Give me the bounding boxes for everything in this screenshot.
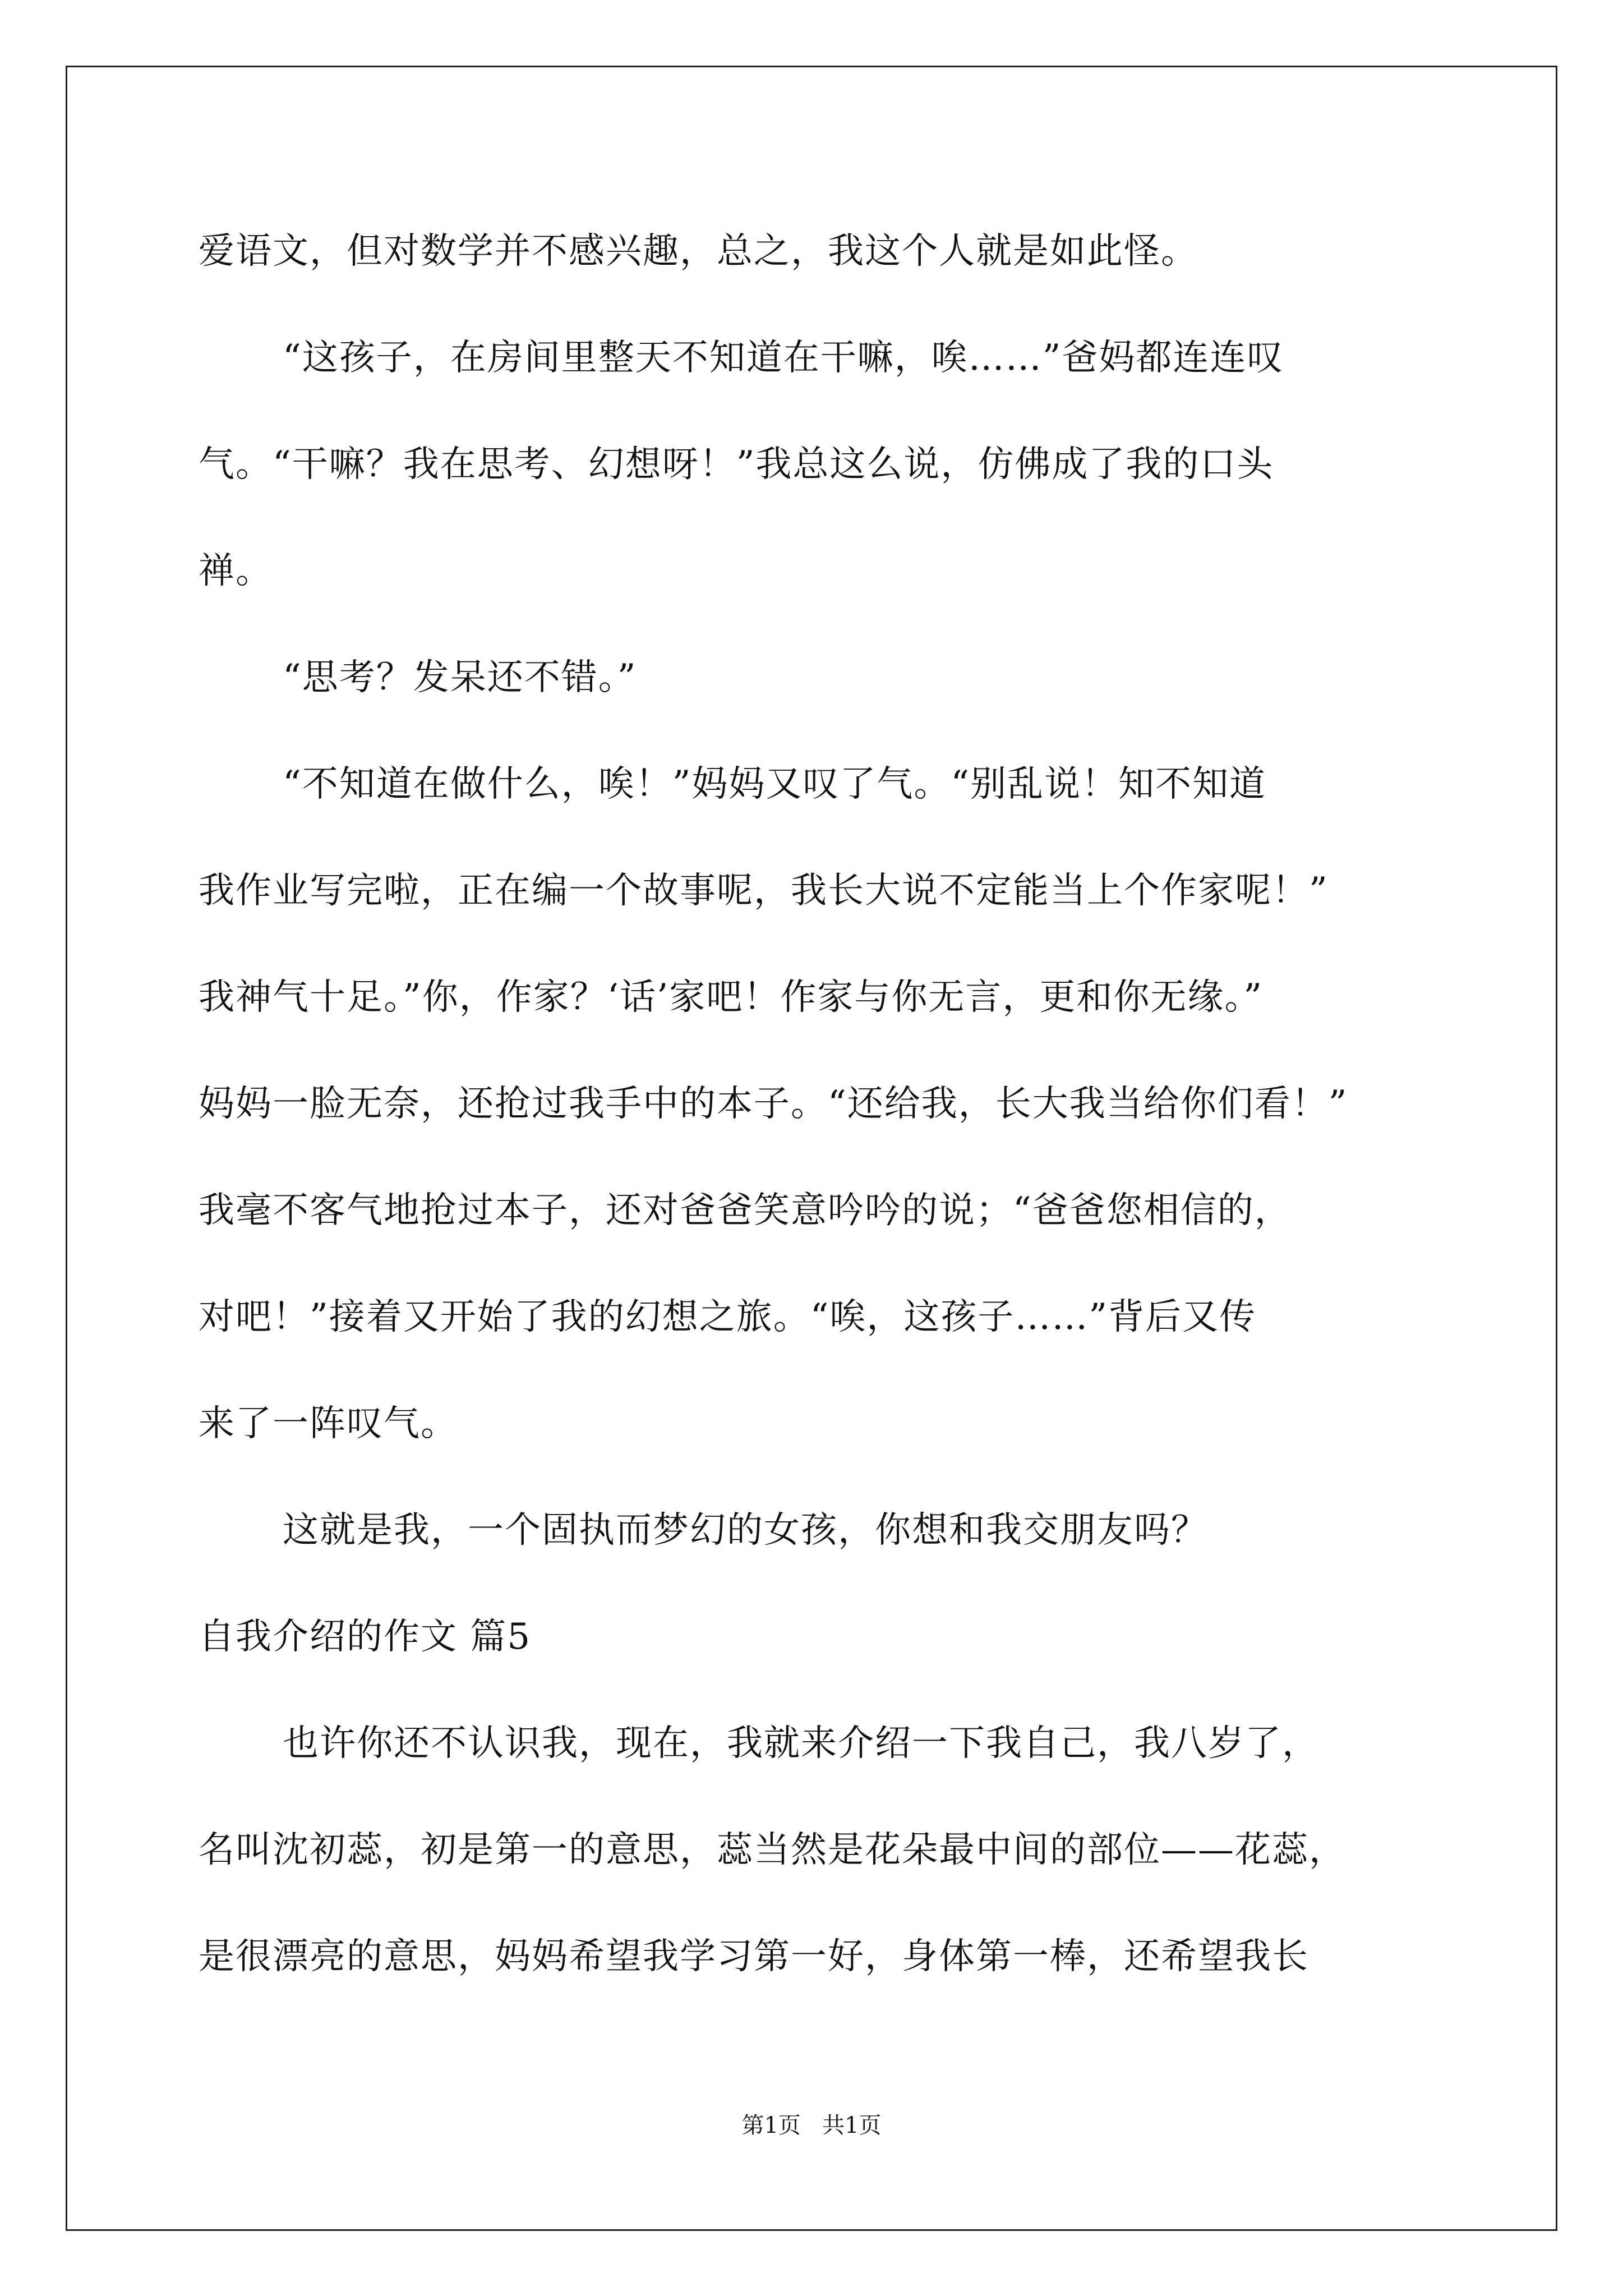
paragraph-line: 也许你还不认识我，现在，我就来介绍一下我自己，我八岁了， (283, 1723, 1319, 1764)
paragraph-line: 来了一阵叹气。 (199, 1403, 458, 1444)
paragraph-line: 这就是我，一个固执而梦幻的女孩，你想和我交朋友吗？ (283, 1510, 1208, 1551)
page-number-footer: 第1页 共1页 (741, 2113, 882, 2138)
paragraph-line: “不知道在做什么，唉！”妈妈又叹了气。“别乱说！知不知道 (283, 763, 1267, 805)
paragraph-line: 名叫沈初蕊，初是第一的意思，蕊当然是花朵最中间的部位——花蕊， (199, 1829, 1346, 1871)
section-heading: 自我介绍的作文 篇5 (199, 1616, 532, 1658)
paragraph-line: “思考？发呆还不错。” (283, 657, 637, 698)
paragraph-line: 是很漂亮的意思，妈妈希望我学习第一好，身体第一棒，还希望我长 (199, 1936, 1309, 1977)
paragraph-line: 气。“干嘛？我在思考、幻想呀！”我总这么说，仿佛成了我的口头 (199, 444, 1274, 485)
paragraph-line: 对吧！”接着又开始了我的幻想之旅。“唉，这孩子……”背后又传 (199, 1296, 1257, 1338)
paragraph-line: 妈妈一脸无奈，还抢过我手中的本子。“还给我，长大我当给你们看！” (199, 1083, 1348, 1125)
paragraph-line: 我作业写完啦，正在编一个故事呢，我长大说不定能当上个作家呢！” (199, 870, 1329, 912)
page-border (66, 66, 1557, 2231)
paragraph-line: 我毫不客气地抢过本子，还对爸爸笑意吟吟的说；“爸爸您相信的， (199, 1190, 1292, 1231)
paragraph-line: 禅。 (199, 550, 273, 592)
paragraph-line: 爱语文，但对数学并不感兴趣，总之，我这个人就是如此怪。 (199, 231, 1198, 272)
paragraph-line: “这孩子，在房间里整天不知道在干嘛，唉……”爸妈都连连叹 (283, 337, 1284, 379)
paragraph-line: 我神气十足。”你，作家？‘话’家吧！作家与你无言，更和你无缘。” (199, 977, 1264, 1018)
